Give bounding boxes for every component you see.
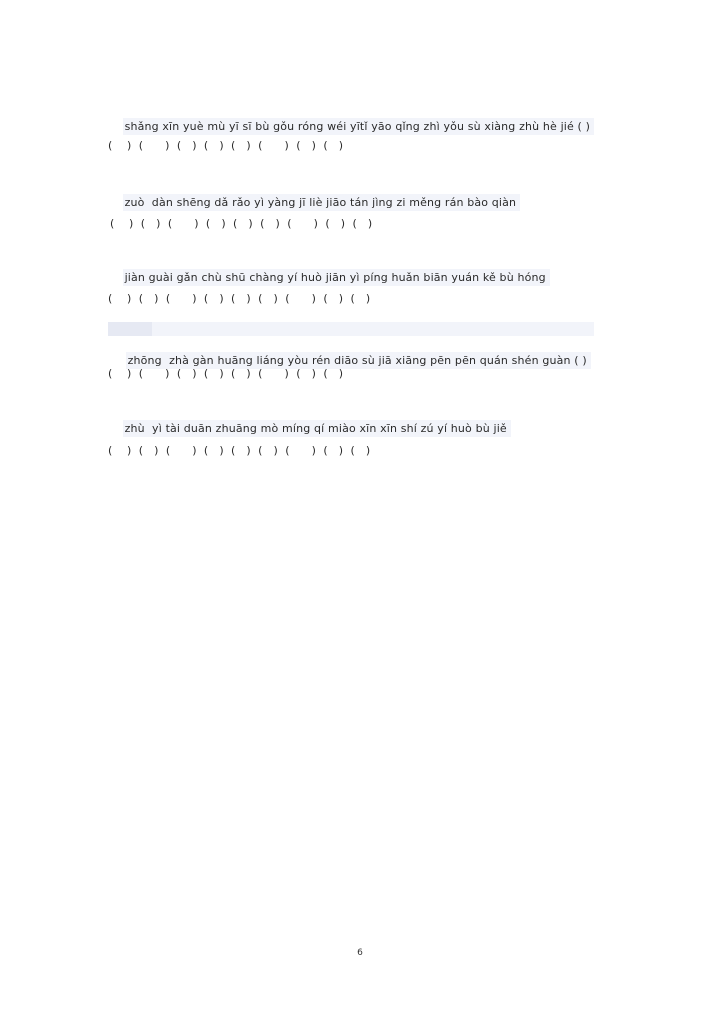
answer-brackets-row-1: ( ) ( ) ( ) ( ) ( ) ( ) ( ) ( ) [108,139,344,152]
pinyin-text: zhōng zhà gàn huāng liáng yòu rén diāo sù jiā xiāng pēn pēn quán shén guàn ( ) [126,352,591,369]
answer-brackets-row-5: ( ) ( ) ( ) ( ) ( ) ( ) ( ) ( ) ( ) [108,444,371,457]
pinyin-text: zhù yì tài duān zhuāng mò míng qí miào xīn xīn shí zú yí huò bù jiě [123,420,511,437]
pinyin-text: jiàn guài gǎn chù shū chàng yí huò jiān yì píng huǎn biān yuán kě bù hóng [123,269,550,286]
pinyin-text: zuò dàn shēng dǎ rǎo yì yàng jī liè jiāo tán jìng zi měng rán bào qiàn [123,194,521,211]
pinyin-text: shǎng xīn yuè mù yī sī bù gǒu róng wéi yītǐ yāo qǐng zhì yǒu sù xiàng zhù hè jié ( ) [123,118,594,135]
row-highlight [108,322,594,336]
page-number: 6 [357,948,363,958]
answer-brackets-row-3: ( ) ( ) ( ) ( ) ( ) ( ) ( ) ( ) ( ) [108,292,371,305]
answer-brackets-row-4: ( ) ( ) ( ) ( ) ( ) ( ) ( ) ( ) [108,367,344,380]
row-highlight-accent [108,322,152,336]
answer-brackets-row-2: ( ) ( ) ( ) ( ) ( ) ( ) ( ) ( ) ( ) [110,217,373,230]
